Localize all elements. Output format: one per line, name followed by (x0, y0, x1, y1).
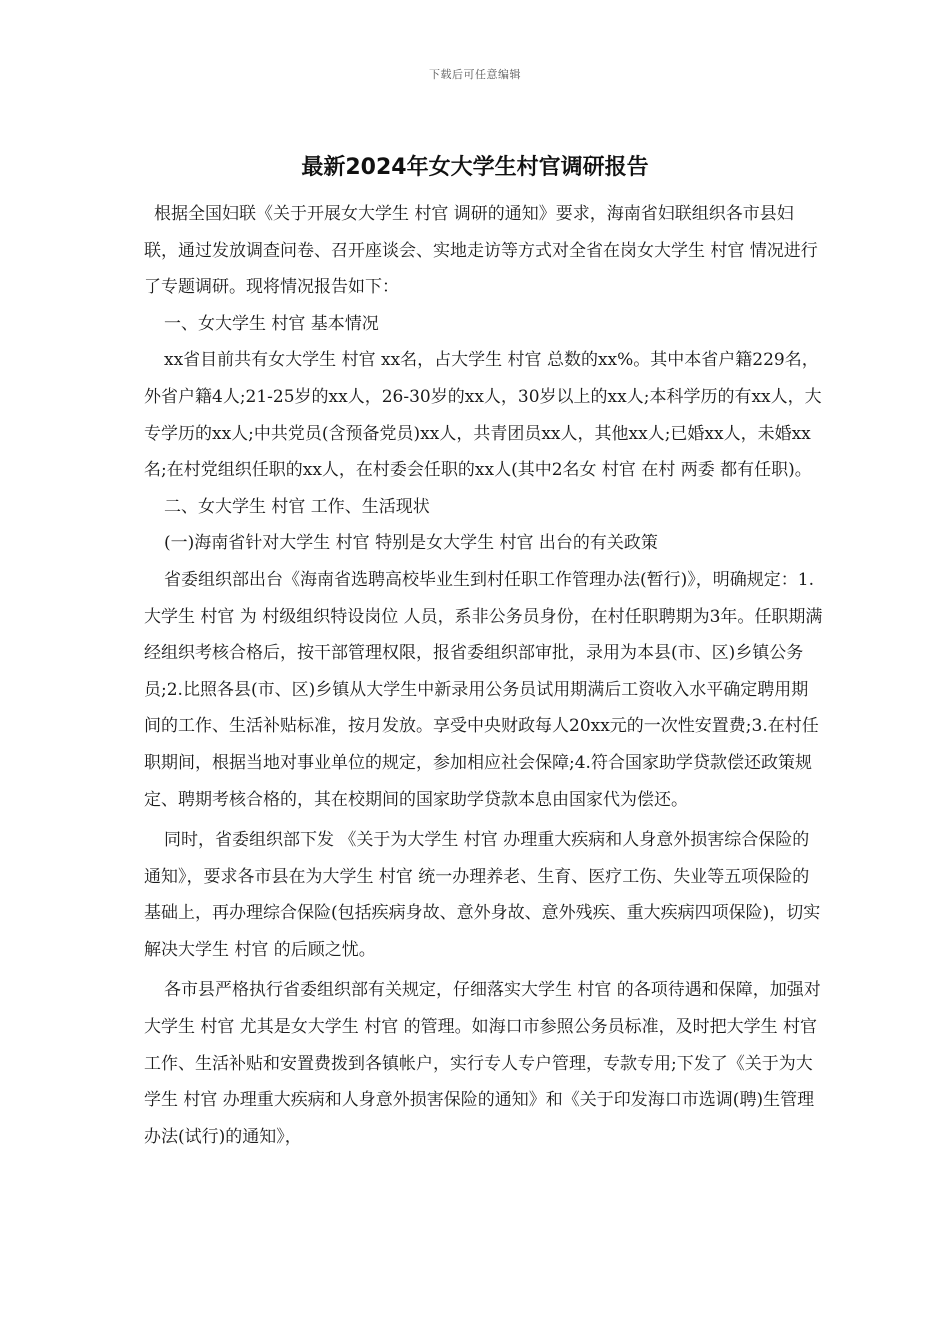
document-title: 最新2024年女大学生村官调研报告 (301, 155, 649, 180)
paragraph-county-implementation: 各市县严格执行省委组织部有关规定，仔细落实大学生 村官 的各项待遇和保障，加强对大学生 村官 尤其是女大学生 村官 的管理。如海口市参照公务员标准，及时把大学生 村官 工作、生活补贴和安置费拨到各镇帐户，实行专人专户管理，专款专用;下发了《关于为大学生 村官 办理重大疾病和人身意外损害保险的通知》和《关于印发海口市选调(聘)生管理办法(试行)的通知》， (144, 980, 823, 1147)
paragraph-statistics: xx省目前共有女大学生 村官 xx名，占大学生 村官 总数的xx%。其中本省户籍229名，外省户籍4人;21-25岁的xx人，26-30岁的xx人，30岁以上的xx人;本科学历的有xx人，大专学历的xx人;中共党员(含预备党员)xx人，共青团员xx人，其他xx人;已婚xx人，未婚xx名;在村党组织任职的xx人，在村委会任职的xx人(其中2名女 村官 在村 两委 都有任职)。 (144, 350, 822, 481)
subsection-heading-policies: (一)海南省针对大学生 村官 特别是女大学生 村官 出台的有关政策 (164, 533, 658, 554)
paragraph-intro: 根据全国妇联《关于开展女大学生 村官 调研的通知》要求，海南省妇联组织各市县妇联，通过发放调查问卷、召开座谈会、实地走访等方式对全省在岗女大学生 村官 情况进行了专题调研。现将情况报告如下： (144, 204, 818, 298)
paragraph-insurance: 同时，省委组织部下发 《关于为大学生 村官 办理重大疾病和人身意外损害综合保险的通知》，要求各市县在为大学生 村官 统一办理养老、生育、医疗工伤、失业等五项保险的基础上，再办理综合保险(包括疾病身故、意外身故、意外残疾、重大疾病四项保险)，切实解决大学生 村官 的后顾之忧。 (144, 830, 821, 960)
paragraph-policy-details: 省委组织部出台《海南省选聘高校毕业生到村任职工作管理办法(暂行)》，明确规定：1.大学生 村官 为 村级组织特设岗位 人员，系非公务员身份，在村任职聘期为3年。任职期满经组织考核合格后，按干部管理权限，报省委组织部审批，录用为本县(市、区)乡镇公务员;2.比照各县(市、区)乡镇从大学生中新录用公务员试用期满后工资收入水平确定聘用期间的工作、生活补贴标准，按月发放。享受中央财政每人20xx元的一次性安置费;3.在村任职期间，根据当地对事业单位的规定，参加相应社会保障;4.符合国家助学贷款偿还政策规定、聘期考核合格的，其在校期间的国家助学贷款本息由国家代为偿还。 (144, 569, 823, 810)
section-heading-work-life-status: 二、女大学生 村官 工作、生活现状 (164, 496, 430, 517)
section-heading-basic-situation: 一、女大学生 村官 基本情况 (164, 313, 379, 334)
document-body (144, 196, 824, 1155)
header-note: 下载后可任意编辑 (429, 68, 521, 81)
